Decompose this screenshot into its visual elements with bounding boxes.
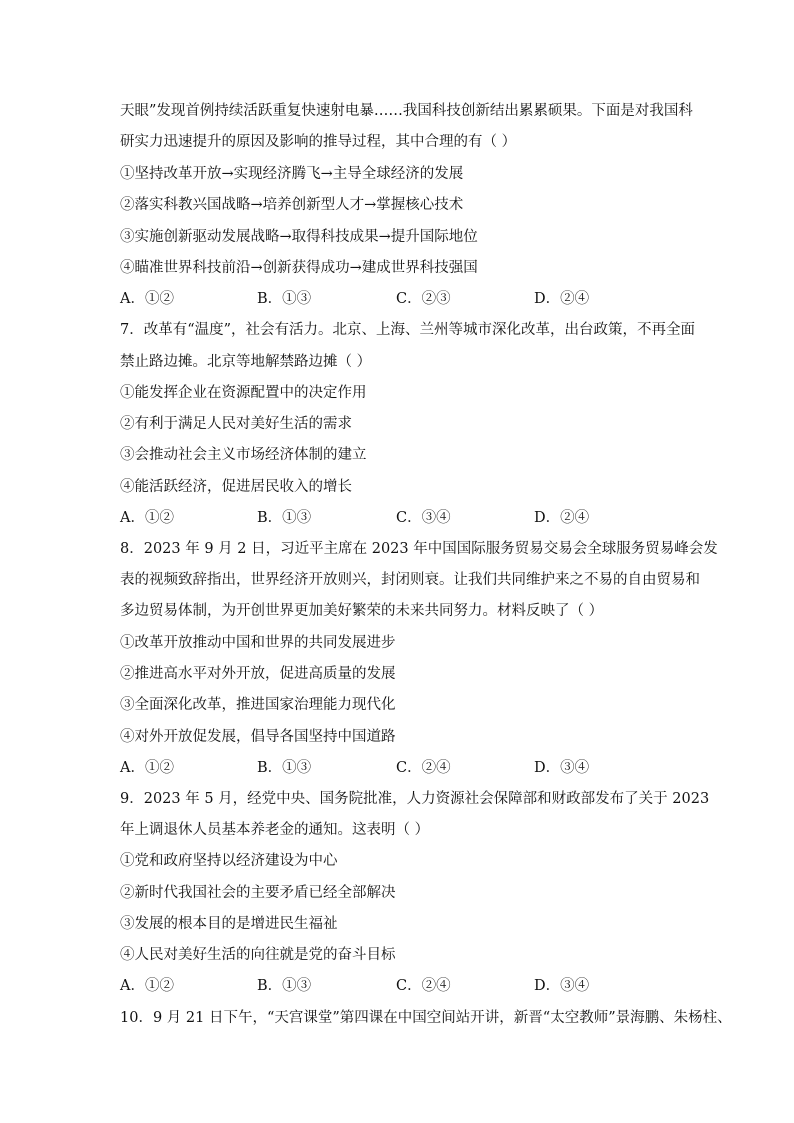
q8-stem-line-2: 表的视频致辞指出，世界经济开放则兴，封闭则衰。让我们共同维护来之不易的自由贸易和 <box>120 572 700 588</box>
q9-statement-2: ②新时代我国社会的主要矛盾已经全部解决 <box>120 885 396 901</box>
q9-option-d: D．③④ <box>534 978 590 994</box>
q6-option-a: A．①② <box>120 291 174 307</box>
q6-statement-1: ①坚持改革开放→实现经济腾飞→主导全球经济的发展 <box>120 166 464 182</box>
q8-stem-line-1: 8．2023 年 9 月 2 日，习近平主席在 2023 年中国国际服务贸易交易会全球服务贸易峰会发 <box>120 541 718 557</box>
q9-stem-line-1: 9．2023 年 5 月，经党中央、国务院批准，人力资源社会保障部和财政部发布了关于 2023 <box>120 791 710 807</box>
q7-statement-4: ④能活跃经济，促进居民收入的增长 <box>120 479 352 495</box>
q9-statement-4: ④人民对美好生活的向往就是党的奋斗目标 <box>120 947 396 963</box>
q8-options <box>120 758 680 778</box>
q6-options <box>120 289 680 309</box>
q6-statement-3: ③实施创新驱动发展战略→取得科技成果→提升国际地位 <box>120 229 478 245</box>
q9-option-b: B．①③ <box>257 978 312 994</box>
q7-option-c: C．③④ <box>396 510 451 526</box>
q9-option-a: A．①② <box>120 978 174 994</box>
q7-statement-1: ①能发挥企业在资源配置中的决定作用 <box>120 385 367 401</box>
q6-stem-line-2: 研实力迅速提升的原因及影响的推导过程，其中合理的有（ ） <box>120 134 517 150</box>
q8-option-d: D．③④ <box>534 760 590 776</box>
q8-statement-3: ③全面深化改革，推进国家治理能力现代化 <box>120 697 396 713</box>
q6-option-c: C．②③ <box>396 291 451 307</box>
q6-option-b: B．①③ <box>257 291 312 307</box>
q6-statement-2: ②落实科教兴国战略→培养创新型人才→掌握核心技术 <box>120 197 464 213</box>
q7-option-b: B．①③ <box>257 510 312 526</box>
q6-option-d: D．②④ <box>534 291 590 307</box>
q7-option-a: A．①② <box>120 510 174 526</box>
q8-option-c: C．②④ <box>396 760 451 776</box>
q8-statement-2: ②推进高水平对外开放，促进高质量的发展 <box>120 666 396 682</box>
q10-stem-line-1: 10．9 月 21 日下午，“天宫课堂”第四课在中国空间站开讲，新晋“太空教师”景海鹏、朱杨柱、 <box>120 1010 732 1026</box>
q6-statement-4: ④瞄准世界科技前沿→创新获得成功→建成世界科技强国 <box>120 260 478 276</box>
q9-statement-1: ①党和政府坚持以经济建设为中心 <box>120 853 338 869</box>
q7-statement-3: ③会推动社会主义市场经济体制的建立 <box>120 447 367 463</box>
q8-option-b: B．①③ <box>257 760 312 776</box>
q7-options <box>120 508 680 528</box>
q7-option-d: D．②④ <box>534 510 590 526</box>
q8-statement-4: ④对外开放促发展，倡导各国坚持中国道路 <box>120 729 396 745</box>
q9-stem-line-2: 年上调退休人员基本养老金的通知。这表明（ ） <box>120 822 430 838</box>
q6-stem-line-1: 天眼”发现首例持续活跃重复快速射电暴……我国科技创新结出累累硕果。下面是对我国科 <box>120 103 693 119</box>
q8-option-a: A．①② <box>120 760 174 776</box>
q8-stem-line-3: 多边贸易体制，为开创世界更加美好繁荣的未来共同努力。材料反映了（ ） <box>120 603 604 619</box>
q9-statement-3: ③发展的根本目的是增进民生福祉 <box>120 916 338 932</box>
q7-stem-line-1: 7．改革有“温度”，社会有活力。北京、上海、兰州等城市深化改革，出台政策，不再全面 <box>120 322 696 338</box>
q9-options <box>120 976 680 996</box>
q7-statement-2: ②有利于满足人民对美好生活的需求 <box>120 416 352 432</box>
q7-stem-line-2: 禁止路边摊。北京等地解禁路边摊（ ） <box>120 354 372 370</box>
q8-statement-1: ①改革开放推动中国和世界的共同发展进步 <box>120 635 396 651</box>
q9-option-c: C．②④ <box>396 978 451 994</box>
